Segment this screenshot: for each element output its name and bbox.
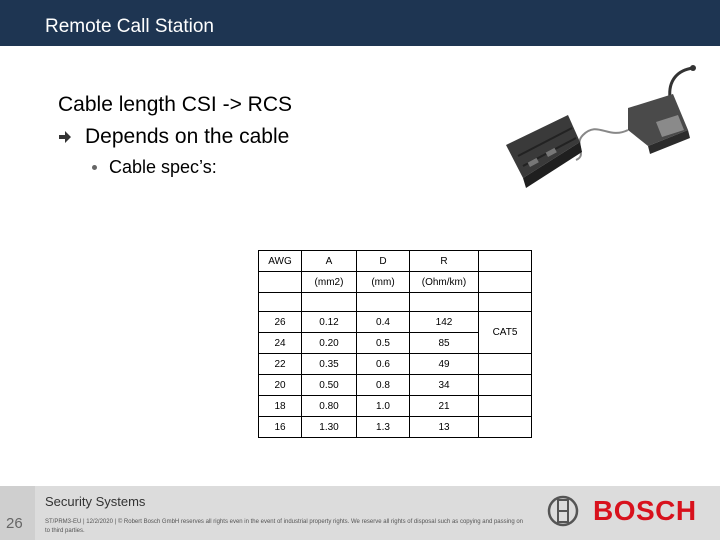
table-row (259, 354, 532, 375)
table-cell: 1.30 (302, 417, 357, 438)
table-header-row (259, 251, 532, 272)
remote-call-station-image (488, 60, 710, 210)
bullet-item-text: Cable spec’s: (109, 157, 217, 177)
arrow-item-text: Depends on the cable (85, 125, 290, 148)
table-cell: 142 (410, 312, 479, 333)
slide-title: Remote Call Station (45, 16, 214, 37)
table-cell: 18 (259, 396, 302, 417)
table-cell: 34 (410, 375, 479, 396)
table-row (259, 375, 532, 396)
table-unit-cell: (mm) (357, 272, 410, 293)
footer-info: ST/PRM3-EU | 12/2/2020 | © Robert Bosch GmbH reserves all rights even in the event of industrial property rights. We reserve all rights of disposal such as copying and passing on to third parties. (45, 519, 523, 534)
table-unit-cell: (Ohm/km) (410, 272, 479, 293)
table-cell: 0.5 (357, 333, 410, 354)
table-cell: 16 (259, 417, 302, 438)
arrow-item (58, 125, 289, 149)
table-unit-cell: (mm2) (302, 272, 357, 293)
table-header-cell: D (357, 251, 410, 272)
table-cell: 0.6 (357, 354, 410, 375)
bullet-dot-icon (92, 165, 97, 170)
table-cell: 1.3 (357, 417, 410, 438)
table-header-cell: A (302, 251, 357, 272)
table-row (259, 396, 532, 417)
page-number: 26 (6, 515, 23, 532)
table-blank-cell (410, 293, 479, 312)
table-blank-cell (259, 293, 302, 312)
bullet-item (92, 157, 217, 178)
table-cell: 22 (259, 354, 302, 375)
table-cell: 0.8 (357, 375, 410, 396)
footer-title: Security Systems (45, 494, 146, 509)
table-cell: 21 (410, 396, 479, 417)
cable-spec-table (258, 250, 532, 438)
table-cell (479, 396, 532, 417)
arrow-right-icon (58, 130, 72, 144)
table-blank-cell (479, 293, 532, 312)
table-units-row (259, 272, 532, 293)
title-bar (0, 0, 720, 46)
table-cell: 20 (259, 375, 302, 396)
heading: Cable length CSI -> RCS (58, 93, 293, 116)
table-cell: 1.0 (357, 396, 410, 417)
table-side-note: CAT5 (479, 312, 532, 354)
table-cell (479, 354, 532, 375)
table-cell: 49 (410, 354, 479, 375)
table-unit-cell (259, 272, 302, 293)
table-cell: 24 (259, 333, 302, 354)
table-header-cell (479, 251, 532, 272)
table-spacer-row (259, 293, 532, 312)
bosch-armature-icon (546, 494, 580, 528)
table-cell: 85 (410, 333, 479, 354)
table-cell: 26 (259, 312, 302, 333)
table-header-cell: R (410, 251, 479, 272)
table-cell (479, 417, 532, 438)
table-row (259, 312, 532, 333)
table-blank-cell (302, 293, 357, 312)
table-cell: 0.35 (302, 354, 357, 375)
table-cell: 0.4 (357, 312, 410, 333)
table-cell: 0.80 (302, 396, 357, 417)
table-cell: 13 (410, 417, 479, 438)
table-cell: 0.20 (302, 333, 357, 354)
bosch-logo: BOSCH (593, 495, 697, 526)
table-cell: 0.50 (302, 375, 357, 396)
table-cell: 0.12 (302, 312, 357, 333)
table-header-cell: AWG (259, 251, 302, 272)
table-row (259, 417, 532, 438)
table-unit-cell (479, 272, 532, 293)
table-cell (479, 375, 532, 396)
table-blank-cell (357, 293, 410, 312)
